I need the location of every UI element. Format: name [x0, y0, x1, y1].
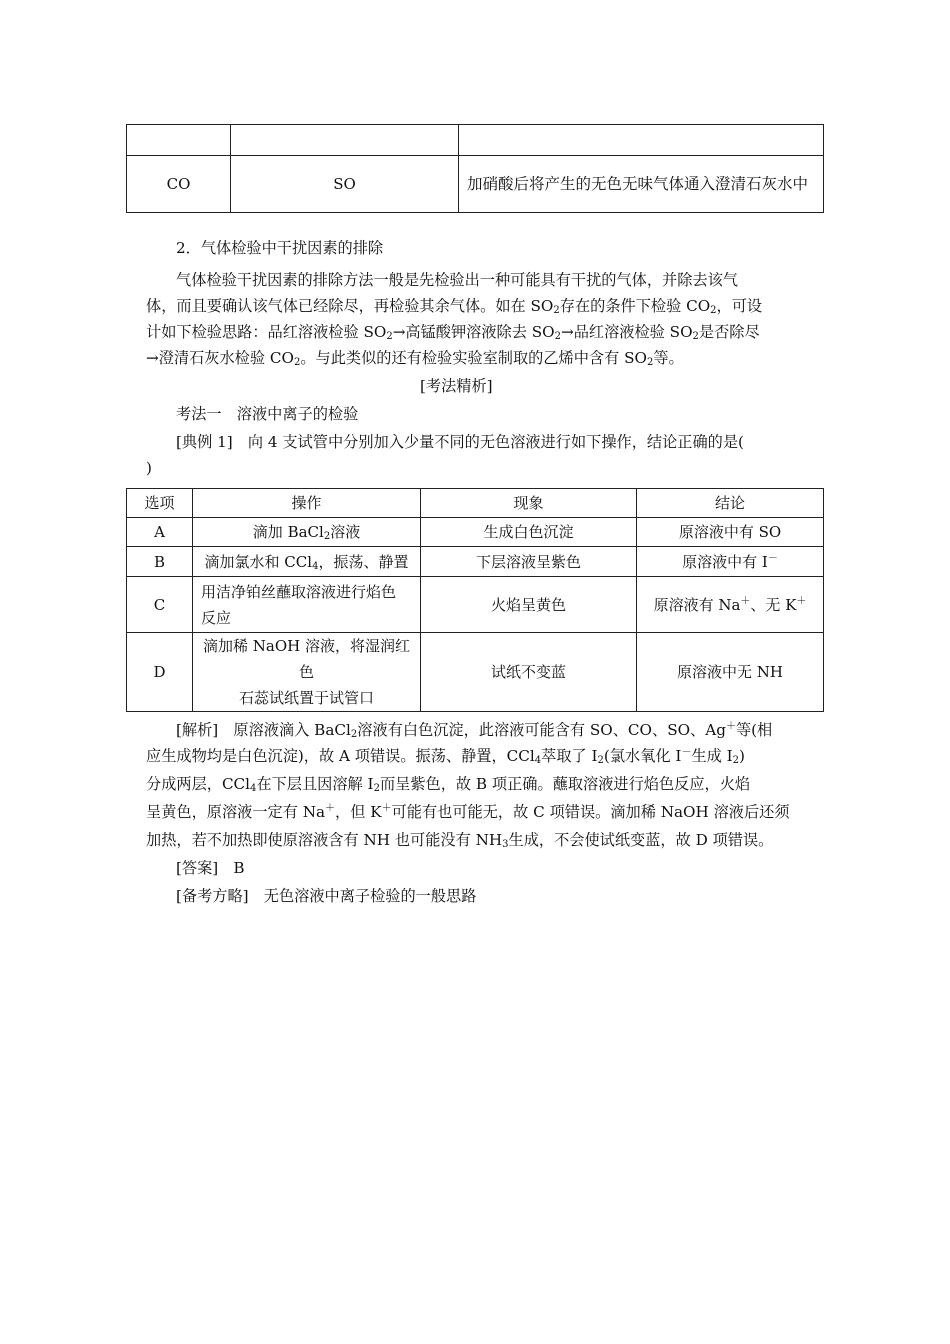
table-cell: 原溶液中有 SO [637, 518, 824, 547]
table-cell: CO [127, 156, 231, 213]
example-question-cont: ) [146, 459, 152, 477]
table-cell: B [127, 547, 193, 577]
table-cell [459, 125, 824, 156]
table-cell: D [127, 633, 193, 712]
table-cell: 生成白色沉淀 [421, 518, 637, 547]
table-cell: 滴加稀 NaOH 溶液，将湿润红色 石蕊试纸置于试管口 [193, 633, 421, 712]
table-cell: 原溶液中有 I－ [637, 547, 824, 577]
table-row [127, 156, 824, 213]
solution-line: 加热，若不加热即使原溶液含有 NH 也可能没有 $NH_3$生成，不会使试纸变蓝，故 D 项错误。 [146, 831, 774, 850]
solution-line: 分成两层，CCl$_4$在下层且因溶解 $I_2$而呈紫色，故 B 项正确。蘸取溶液进行焰色反应，火焰 [146, 775, 751, 794]
section-heading: 2．气体检验中干扰因素的排除 [176, 239, 384, 257]
table-cell [231, 125, 459, 156]
table-cell: 用洁净铂丝蘸取溶液进行焰色 反应 [193, 577, 421, 633]
table-cell: A [127, 518, 193, 547]
strategy-line: [备考方略] 无色溶液中离子检验的一般思路 [176, 887, 477, 905]
answer-line: [答案] B [176, 859, 245, 877]
table-header-cell: 选项 [127, 489, 193, 518]
method-heading: 考法一 溶液中离子的检验 [176, 405, 359, 423]
table-header-cell: 现象 [421, 489, 637, 518]
paragraph-line: 气体检验干扰因素的排除方法一般是先检验出一种可能具有干扰的气体，并除去该气 [176, 271, 738, 289]
table-row [127, 547, 824, 577]
table-cell: C [127, 577, 193, 633]
table-row [127, 633, 824, 712]
table-cell [127, 125, 231, 156]
table-cell: 滴加 BaCl$_2$溶液 [193, 518, 421, 547]
table-cell: SO [231, 156, 459, 213]
table-row [127, 518, 824, 547]
example-question: [典例 1] 向 4 支试管中分别加入少量不同的无色溶液进行如下操作，结论正确的是( [176, 433, 744, 451]
table-cell: 火焰呈黄色 [421, 577, 637, 633]
paragraph-line: 体，而且要确认该气体已经除尽，再检验其余气体。如在 $SO_2$存在的条件下检验 $CO_2$，可设 [146, 297, 763, 316]
table-cell: 试纸不变蓝 [421, 633, 637, 712]
table-row [127, 577, 824, 633]
solution-line: 呈黄色，原溶液一定有 Na＋，但 K＋可能有也可能无，故 C 项错误。滴加稀 NaOH 溶液后还须 [146, 803, 790, 821]
paragraph-line: 计如下检验思路：品红溶液检验 $SO_2\to$高锰酸钾溶液除去 $SO_2\to$品红溶液检验 $SO_2$是否除尽 [146, 323, 760, 342]
section-title: [考法精析] [420, 377, 493, 395]
solution-line: [解析] 原溶液滴入 BaCl$_2$溶液有白色沉淀，此溶液可能含有 SO、CO、SO、Ag＋等(相 [176, 721, 773, 740]
table-header-cell: 操作 [193, 489, 421, 518]
solution-line: 应生成物均是白色沉淀)，故 A 项错误。振荡、静置，CCl$_4$萃取了 $I_2$(氯水氧化 I－生成 $I_2$) [146, 747, 745, 766]
table-header-row [127, 489, 824, 518]
table-cell: 加硝酸后将产生的无色无味气体通入澄清石灰水中 [459, 156, 824, 213]
question-table [126, 488, 824, 712]
table-cell: 滴加氯水和 CCl$_4$，振荡、静置 [193, 547, 421, 577]
table-cell: 下层溶液呈紫色 [421, 547, 637, 577]
table-cell: 原溶液有 Na＋、无 K＋ [637, 577, 824, 633]
table-row [127, 125, 824, 156]
table-header-cell: 结论 [637, 489, 824, 518]
top-table [126, 124, 824, 213]
table-cell: 原溶液中无 NH [637, 633, 824, 712]
paragraph-line: →澄清石灰水检验 $CO_2$。与此类似的还有检验实验室制取的乙烯中含有 $SO_2$等。 [146, 349, 684, 368]
